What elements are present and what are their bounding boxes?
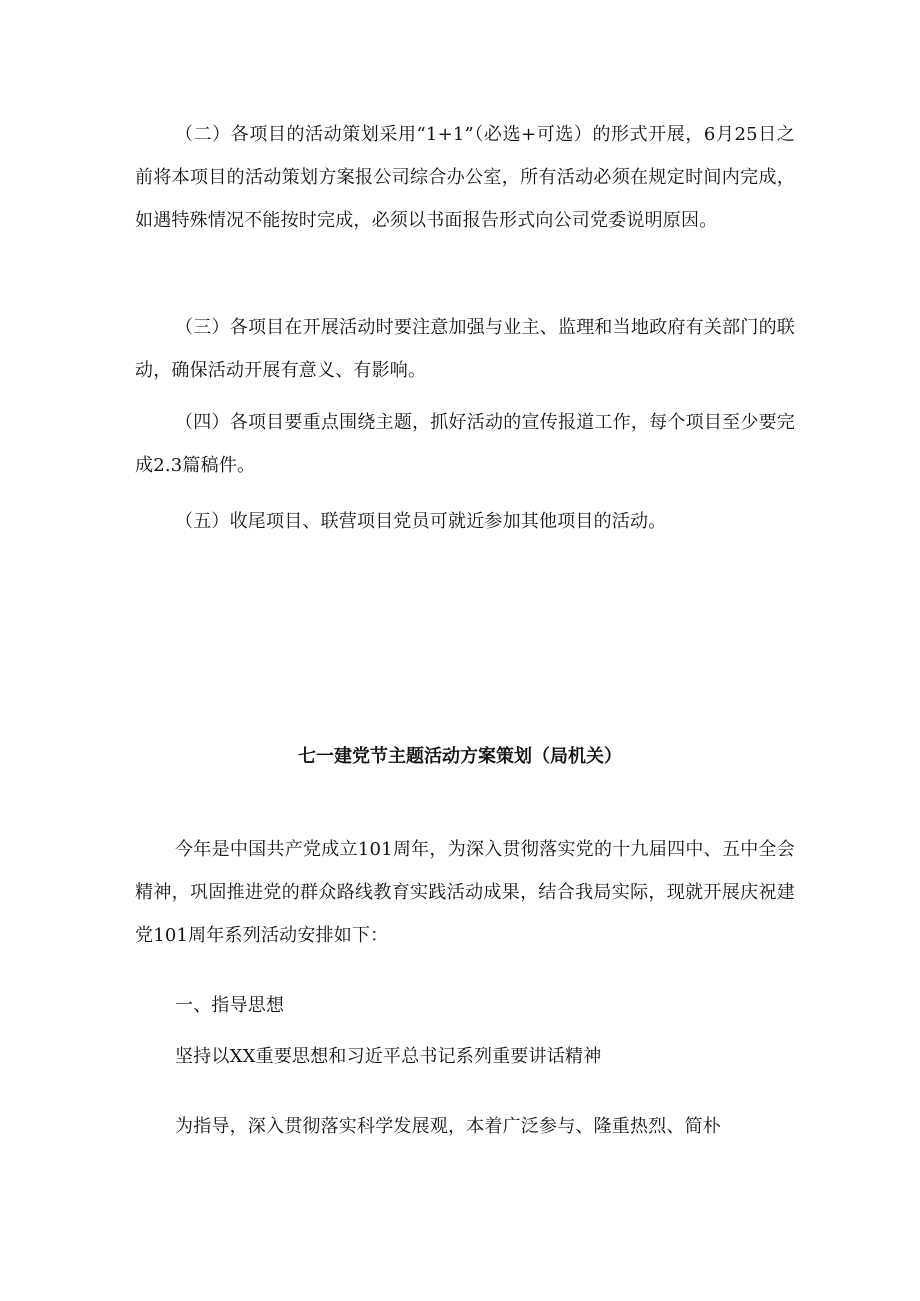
paragraph-item-2: （二）各项目的活动策划采用“1+1”（必选+可选）的形式开展，6月25日之前将本项目的活动策划方案报公司综合办公室，所有活动必须在规定时间内完成，如遇特殊情况不能按时完成，必须以书面报告形式向公司党委说明原因。	[135, 124, 795, 231]
guideline-line-2: 为指导，深入贯彻落实科学发展观，本着广泛参与、隆重热烈、简朴	[175, 1116, 721, 1137]
paragraph-item-4: （四）各项目要重点围绕主题，抓好活动的宣传报道工作，每个项目至少要完成2.3篇稿件。	[135, 412, 795, 476]
intro-paragraph: 今年是中国共产党成立101周年，为深入贯彻落实党的十九届四中、五中全会精神，巩固推进党的群众路线教育实践活动成果，结合我局实际，现就开展庆祝建党101周年系列活动安排如下：	[135, 839, 795, 946]
document-title: 七一建党节主题活动方案策划（局机关）	[298, 746, 622, 767]
paragraph-item-5: （五）收尾项目、联营项目党员可就近参加其他项目的活动。	[175, 511, 667, 532]
guideline-line-1: 坚持以XX重要思想和习近平总书记系列重要讲话精神	[175, 1046, 602, 1067]
paragraph-item-3: （三）各项目在开展活动时要注意加强与业主、监理和当地政府有关部门的联动，确保活动开展有意义、有影响。	[135, 317, 795, 381]
section-heading: 一、指导思想	[175, 995, 285, 1016]
